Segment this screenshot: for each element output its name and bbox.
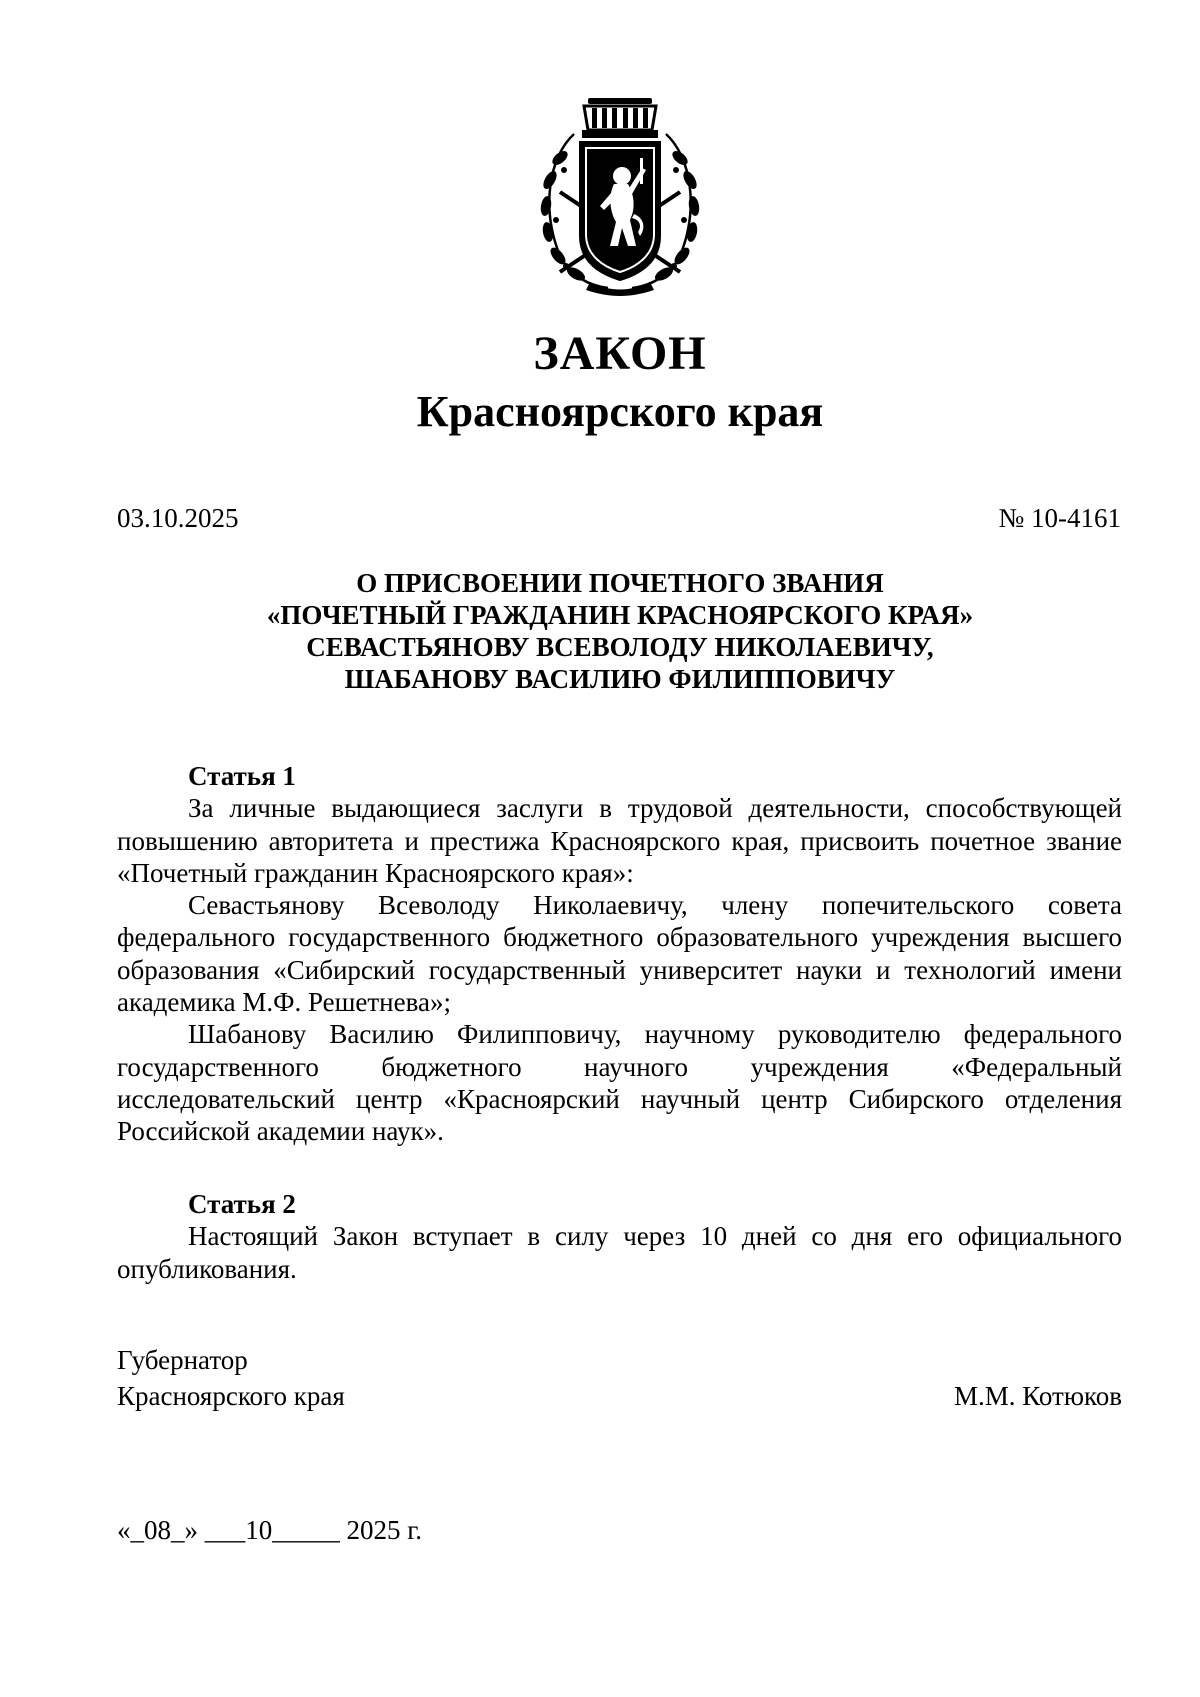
coat-of-arms-emblem	[530, 96, 710, 296]
law-heading-line: «ПОЧЕТНЫЙ ГРАЖДАНИН КРАСНОЯРСКОГО КРАЯ»	[266, 600, 974, 630]
article-2-title: Статья 2	[188, 1189, 296, 1219]
article-1-paragraph: За личные выдающиеся заслуги в трудовой деятельности, способствующей повышению авторитета и престижа Красноярского края, присвоить почетное звание «Почетный гражданин Красноярского края»:	[117, 793, 1122, 888]
article-1-title: Статья 1	[188, 761, 296, 791]
document-subtitle: Красноярского края	[416, 387, 824, 436]
document-title: ЗАКОН	[533, 327, 707, 380]
article-1-paragraph: Севастьянову Всеволоду Николаевичу, члену попечительского совета федерального государственного бюджетного образовательного учреждения высшего образования «Сибирский государственный университет науки и технологий имени академика М.Ф. Решетнева»;	[117, 890, 1122, 1018]
law-heading	[140, 567, 1100, 695]
signatory-name: М.М. Котюков	[953, 1381, 1122, 1411]
signature-position-line: Красноярского края	[117, 1381, 345, 1411]
article-2-paragraph: Настоящий Закон вступает в силу через 10 дней со дня его официального опубликования.	[117, 1221, 1122, 1284]
signing-date: «_08_» ___10_____ 2025 г.	[117, 1515, 423, 1545]
article-1	[117, 760, 1122, 1148]
article-2	[117, 1188, 1122, 1285]
article-1-paragraph: Шабанову Василию Филипповичу, научному руководителю федерального государственного бюджетного научного учреждения «Федеральный исследовательский центр «Красноярский научный центр Сибирского отделения Российской академии наук».	[117, 1019, 1122, 1147]
law-heading-line: О ПРИСВОЕНИИ ПОЧЕТНОГО ЗВАНИЯ	[356, 568, 884, 598]
law-number: № 10-4161	[998, 503, 1121, 533]
law-heading-line: ШАБАНОВУ ВАСИЛИЮ ФИЛИППОВИЧУ	[344, 664, 896, 694]
law-heading-line: СЕВАСТЬЯНОВУ ВСЕВОЛОДУ НИКОЛАЕВИЧУ,	[306, 632, 934, 662]
law-date: 03.10.2025	[117, 503, 239, 533]
signature-position-line: Губернатор	[117, 1345, 248, 1375]
signature-block	[117, 1342, 1122, 1414]
